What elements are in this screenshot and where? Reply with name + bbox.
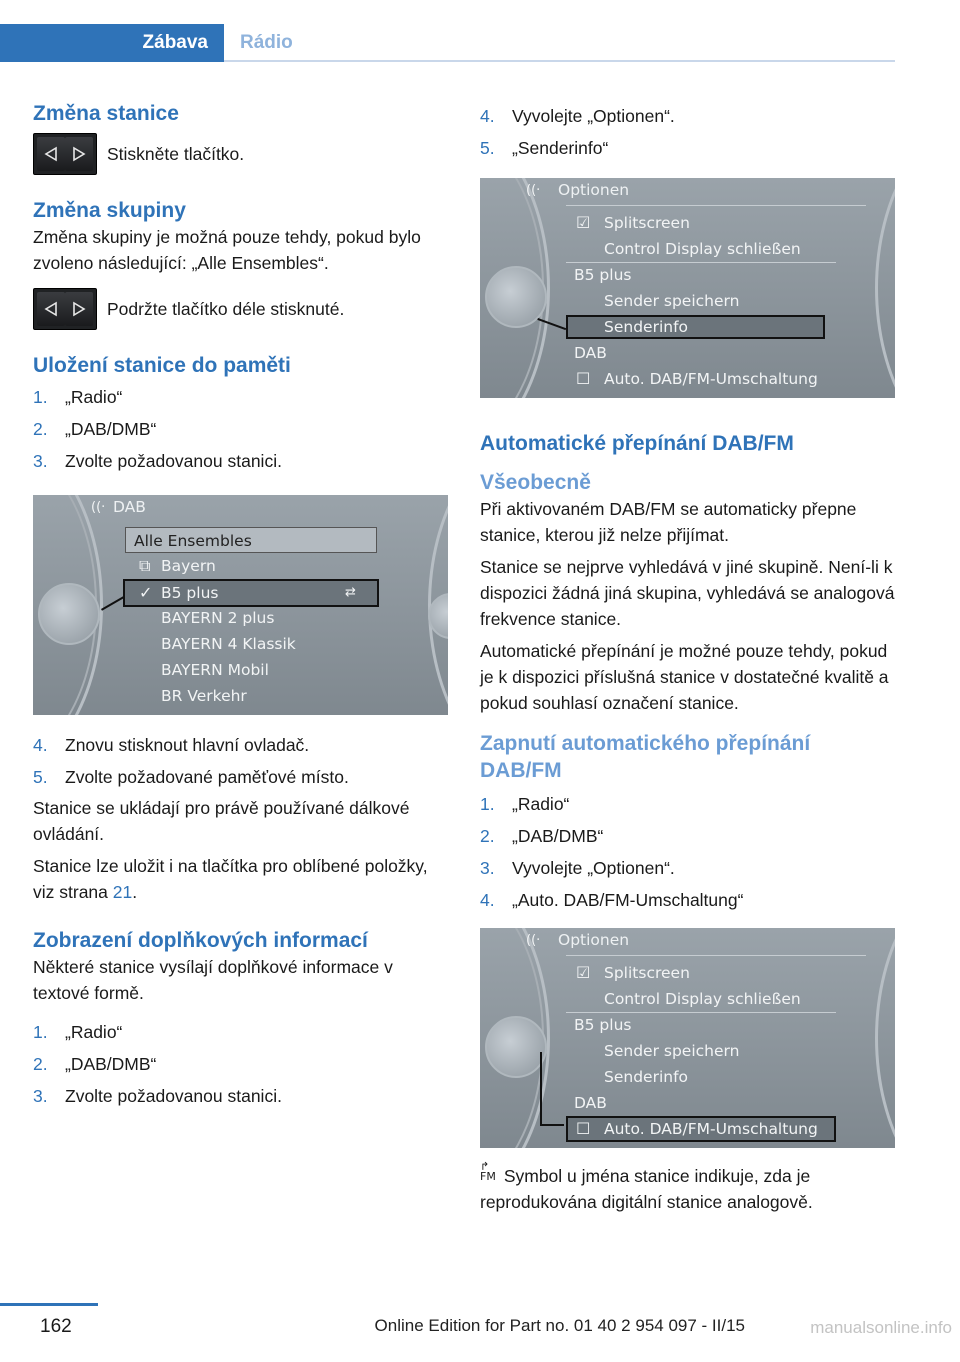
- fm-symbol-icon: ⇄: [345, 585, 356, 600]
- fm-symbol-note: ↱ FM Symbol u jména stanice indikuje, zda je reprodukována digitální stanice analogově.: [480, 1160, 813, 1212]
- paragraph: Stanice se nejprve vyhledává v jiné skupině. Není-li k dispozici žádná jiná skupina, vyhledává se analogová frekvence stanice.: [480, 557, 895, 629]
- paragraph: Při aktivovaném DAB/FM se automaticky přepne stanice, kterou již nelze přijímat.: [480, 499, 857, 545]
- menu-section: DAB: [574, 1094, 607, 1112]
- steps-list: [480, 100, 896, 164]
- list-item: 2. „DAB/DMB“: [33, 1054, 157, 1074]
- step-press-button: [33, 133, 453, 175]
- menu-row: Sender speichern: [604, 292, 740, 310]
- subheading-zapnuti: Zapnutí automatického přepínání DAB/FM: [480, 732, 811, 782]
- paragraph: Změna skupiny je možná pouze tehdy, pokud bylo zvoleno následující: „Alle Ensembles“.: [33, 227, 421, 273]
- page-link[interactable]: 21: [112, 882, 133, 902]
- list-item: 4. Znovu stisknout hlavní ovladač.: [33, 735, 310, 755]
- screen-title: Optionen: [558, 181, 630, 199]
- checkbox-checked-icon: ☑: [576, 963, 591, 982]
- list-item: 2. „DAB/DMB“: [480, 826, 604, 846]
- chapter-header: [0, 0, 895, 62]
- menu-row-selected: Auto. DAB/FM-Umschaltung: [566, 1116, 836, 1142]
- menu-row-selected: Senderinfo: [566, 315, 825, 339]
- list-item: 1. „Radio“: [480, 794, 570, 814]
- page-number: 162: [40, 1316, 72, 1337]
- controller-knob-icon: [38, 583, 100, 645]
- list-item: 4. „Auto. DAB/FM-Umschaltung“: [480, 890, 744, 910]
- list-item: 4. Vyvolejte „Optionen“.: [480, 106, 675, 126]
- paragraph: Automatické přepínání je možné pouze tehdy, pokud je k dispozici příslušná stanice v dostatečné kvalitě a pokud souhlasí označení stanice.: [480, 641, 889, 713]
- paragraph: Některé stanice vysílají doplňkové informace v textové formě.: [33, 957, 393, 1003]
- heading-zobrazeni-informaci: Zobrazení doplňkových informací: [33, 929, 368, 952]
- checkbox-icon: ☐: [576, 1119, 591, 1138]
- steps-list: [33, 381, 453, 477]
- steps-list: [33, 729, 453, 793]
- screen-title: DAB: [113, 498, 146, 516]
- menu-row: BAYERN 4 Klassik: [161, 635, 296, 653]
- steps-list: [33, 1016, 453, 1112]
- step-hold-button: [33, 288, 453, 330]
- tab-zabava[interactable]: Zábava: [0, 24, 224, 62]
- fm-symbol-icon: ↱ FM: [480, 1160, 496, 1183]
- menu-row: Splitscreen: [604, 964, 690, 982]
- menu-row-selected: B5 plus: [123, 579, 379, 607]
- list-item: 3. Zvolte požadovanou stanici.: [33, 1086, 282, 1106]
- copy-icon: ⧉: [139, 556, 151, 575]
- menu-row: Auto. DAB/FM-Umschaltung: [604, 370, 818, 388]
- controller-knob-icon: [485, 1016, 547, 1078]
- list-item: 5. Zvolte požadované paměťové místo.: [33, 767, 349, 787]
- heading-automaticke-prepinani: Automatické přepínání DAB/FM: [480, 432, 794, 455]
- menu-row: Alle Ensembles: [125, 527, 377, 553]
- check-icon: ✓: [139, 583, 153, 602]
- right-column: [480, 100, 896, 1215]
- menu-row: Control Display schließen: [604, 240, 801, 258]
- text: Podržte tlačítko déle stisknuté.: [107, 299, 345, 319]
- heading-zmena-skupiny: Změna skupiny: [33, 199, 186, 222]
- menu-row: Control Display schließen: [604, 990, 801, 1008]
- list-item: 3. Vyvolejte „Optionen“.: [480, 858, 675, 878]
- idrive-screen-optionen-auto: [480, 928, 895, 1148]
- screen-title: Optionen: [558, 931, 630, 949]
- left-column: [33, 100, 453, 1112]
- heading-zmena-stanice: Změna stanice: [33, 102, 179, 125]
- list-item: 1. „Radio“: [33, 1022, 123, 1042]
- menu-row: BAYERN Mobil: [161, 661, 269, 679]
- menu-section: DAB: [574, 344, 607, 362]
- seek-buttons-icon: [33, 288, 97, 330]
- menu-row: BAYERN 2 plus: [161, 609, 275, 627]
- edition-text: Online Edition for Part no. 01 40 2 954 097 - II/15: [374, 1316, 745, 1335]
- menu-row: Sender speichern: [604, 1042, 740, 1060]
- subheading-vseobecne: Všeobecně: [480, 471, 591, 494]
- menu-row: Splitscreen: [604, 214, 690, 232]
- menu-row: Senderinfo: [604, 1068, 689, 1086]
- list-item: 3. Zvolte požadovanou stanici.: [33, 451, 282, 471]
- list-item: 5. „Senderinfo“: [480, 138, 609, 158]
- tab-radio[interactable]: Rádio: [240, 32, 293, 53]
- menu-section: B5 plus: [574, 1016, 632, 1034]
- footer-rule: [0, 1303, 98, 1306]
- checkbox-checked-icon: ☑: [576, 213, 591, 232]
- seek-buttons-icon: [33, 133, 97, 175]
- antenna-icon: ((·: [526, 933, 541, 948]
- list-item: 1. „Radio“: [33, 387, 123, 407]
- heading-ulozeni-stanice: Uložení stanice do paměti: [33, 354, 291, 377]
- menu-row: BR Verkehr: [161, 687, 247, 705]
- paragraph: Stanice se ukládají pro právě používané dálkové ovládání.: [33, 798, 410, 844]
- text: Stiskněte tlačítko.: [107, 144, 245, 164]
- list-item: 2. „DAB/DMB“: [33, 419, 157, 439]
- antenna-icon: ((·: [526, 183, 541, 198]
- antenna-icon: ((·: [91, 500, 106, 515]
- watermark: manualsonline.info: [810, 1318, 952, 1337]
- paragraph: Stanice lze uložit i na tlačítka pro oblíbené položky, viz strana 21.: [33, 856, 428, 902]
- menu-row: Bayern: [161, 557, 216, 575]
- checkbox-icon: ☐: [576, 369, 591, 388]
- idrive-screen-dab: [33, 495, 448, 715]
- idrive-screen-optionen: [480, 178, 895, 398]
- steps-list: [480, 788, 896, 916]
- menu-section: B5 plus: [574, 266, 632, 284]
